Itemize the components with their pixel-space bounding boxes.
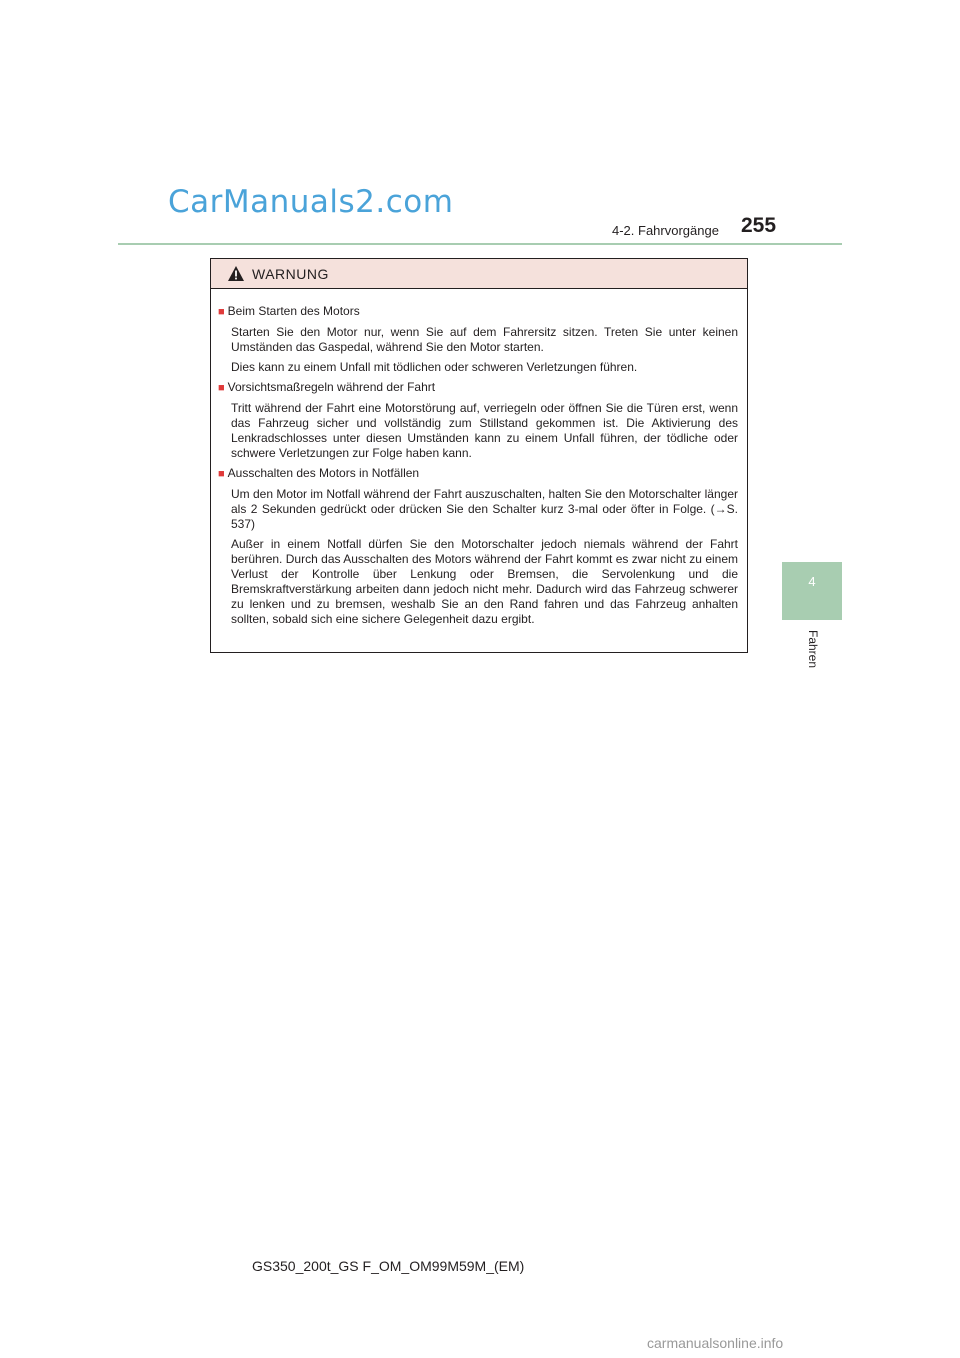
item-heading: ■ Ausschalten des Motors in Notfällen	[218, 466, 420, 480]
warning-header	[211, 259, 747, 289]
item-paragraph: Dies kann zu einem Unfall mit tödlichen oder schweren Verletzungen führen.	[231, 360, 638, 374]
item-heading: ■ Vorsichtsmaßregeln während der Fahrt	[218, 380, 436, 394]
page-number: 255	[741, 214, 777, 237]
item-heading: ■ Beim Starten des Motors	[218, 304, 360, 318]
chapter-label: Fahren	[806, 630, 820, 669]
section-title: 4-2. Fahrvorgänge	[612, 223, 719, 238]
document-code: GS350_200t_GS F_OM_OM99M59M_(EM)	[252, 1258, 525, 1274]
item-paragraph: Tritt während der Fahrt eine Motorstörung auf, verriegeln oder öffnen Sie die Türen erst, wenn das Fahrzeug sicher und vollständig zum Stillstand gekommen ist. Die Aktivierung des Lenkradschlosses unter diesen Umständen kann zu einem Unfall führen, der tödliche oder schwere Verletzungen zur Folge haben kann.	[231, 401, 738, 460]
square-bullet-icon: ■	[218, 382, 225, 394]
header-rule	[118, 243, 842, 245]
warning-triangle-icon	[228, 266, 244, 281]
watermark-logo: CarManuals2.com	[168, 184, 454, 220]
item-paragraph: Außer in einem Notfall dürfen Sie den Motorschalter jedoch niemals während der Fahrt berühren. Durch das Ausschalten des Motors während der Fahrt kommt es zwar nicht zu einem Verlust der Kontrolle über Lenkung oder Bremsen, die Servolenkung und die Bremskraftverstärkung arbeiten dann jedoch nicht mehr. Dadurch wird das Fahrzeug schwerer zu lenken und zu bremsen, weshalb Sie an den Rand fahren und das Fahrzeug anhalten sollten, sobald sich eine sichere Gelegenheit dazu ergibt.	[231, 537, 738, 626]
square-bullet-icon: ■	[218, 306, 225, 318]
warning-item	[218, 466, 738, 627]
warning-title: WARNUNG	[252, 265, 329, 282]
square-bullet-icon: ■	[218, 468, 225, 480]
item-paragraph: Um den Motor im Notfall während der Fahrt auszuschalten, halten Sie den Motorschalter länger als 2 Sekunden gedrückt oder drücken Sie den Schalter kurz 3-mal oder öfter in Folge. (→S. 537)	[231, 487, 738, 531]
chapter-tab	[782, 562, 842, 620]
chapter-number: 4	[808, 574, 816, 589]
warning-item	[218, 380, 738, 461]
watermark-footer: carmanualsonline.info	[647, 1335, 784, 1351]
item-paragraph: Starten Sie den Motor nur, wenn Sie auf dem Fahrersitz sitzen. Treten Sie unter keinen Umständen das Gaspedal, während Sie den Motor starten.	[231, 325, 738, 354]
warning-body	[211, 289, 747, 627]
warning-box	[210, 258, 748, 653]
warning-item	[218, 304, 738, 375]
